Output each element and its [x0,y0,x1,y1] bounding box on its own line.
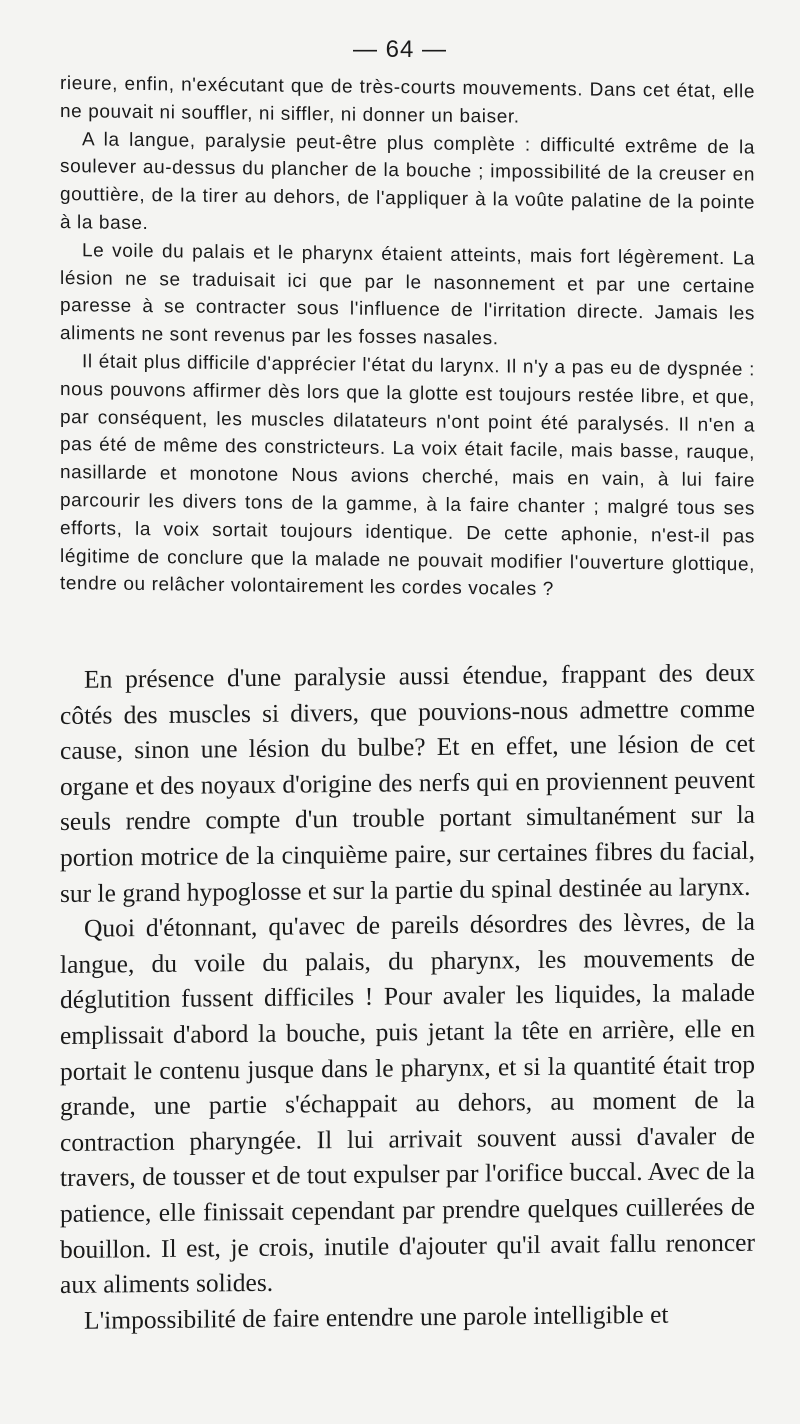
paragraph-larynx: Il était plus difficile d'apprécier l'état du larynx. Il n'y a pas eu de dyspnée : nous pouvons affirmer dès lors que la glotte est toujours restée libre, et que, par conséquent, les muscles dilatateurs n'ont point été paralysés. Il n'en a pas été de même des constricteurs. La voix était facile, mais basse, rauque, nasillarde et monotone Nous avions cherché, mais en vain, à lui faire parcourir les divers tons de la gamme, à la faire chanter ; malgré tous ses efforts, la voix sortait toujours identique. De cette aphonie, n'est-il pas légitime de conclure que la malade ne pouvait modifier l'ouverture glottique, tendre ou relâcher volontairement les cordes vocales ? [60,351,755,601]
paragraph-deglutition: Quoi d'étonnant, qu'avec de pareils désordres des lèvres, de la langue, du voile du palais, du pharynx, les mouvements de déglutition fussent difficiles ! Pour avaler les liquides, la malade emplissait d'abord la bouche, puis jetant la tête en arrière, elle en portait le contenu jusque dans le pharynx, et si la quantité était trop grande, une partie s'échappait au dehors, au moment de la contraction pharyngée. Il lui arrivait souvent aussi d'avaler de travers, de tousser et de tout expulser par l'orifice buccal. Avec de la patience, elle finissait cependant par prendre quelques cuillerées de bouillon. Il est, je crois, inutile d'ajouter qu'il avait fallu renoncer aux aliments solides. [60,906,755,1300]
paragraph-parole: L'impossibilité de faire entendre une parole intelligible et [84,1299,669,1335]
small-print-section [60,70,755,607]
paragraph-lesion-bulbe: En présence d'une paralysie aussi étendue, frappant des deux côtés des muscles si divers, que pouvions-nous admettre comme cause, sinon une lésion du bulbe? Et en effet, une lésion de cet organe et des noyaux d'origine des nerfs qui en proviennent peuvent seuls rendre compte d'un trouble portant simultanément sur la portion motrice de la cinquième paire, sur certaines fibres du facial, sur le grand hypoglosse et sur la partie du spinal destinée au larynx. [60,657,755,908]
paragraph-voile-du-palais: Le voile du palais et le pharynx étaient atteints, mais fort légèrement. La lésion ne se traduisait ici que par le nasonnement et par une certaine paresse à se contracter sous l'influence de l'irritation directe. Jamais les aliments ne sont revenus par les fosses nasales. [60,240,755,350]
page-number: — 64 — [352,36,448,63]
large-print-section [60,655,755,1339]
paragraph-continuation: rieure, enfin, n'exécutant que de très-courts mouvements. Dans cet état, elle ne pouvait ni souffler, ni siffler, ni donner un baiser. [60,73,755,128]
paragraph-langue: A la langue, paralysie peut-être plus complète : difficulté extrême de la soulever au-dessus du plancher de la bouche ; impossibilité de la creuser en gouttière, de la tirer au dehors, de l'appliquer à la voûte palatine de la pointe à la base. [60,128,755,235]
